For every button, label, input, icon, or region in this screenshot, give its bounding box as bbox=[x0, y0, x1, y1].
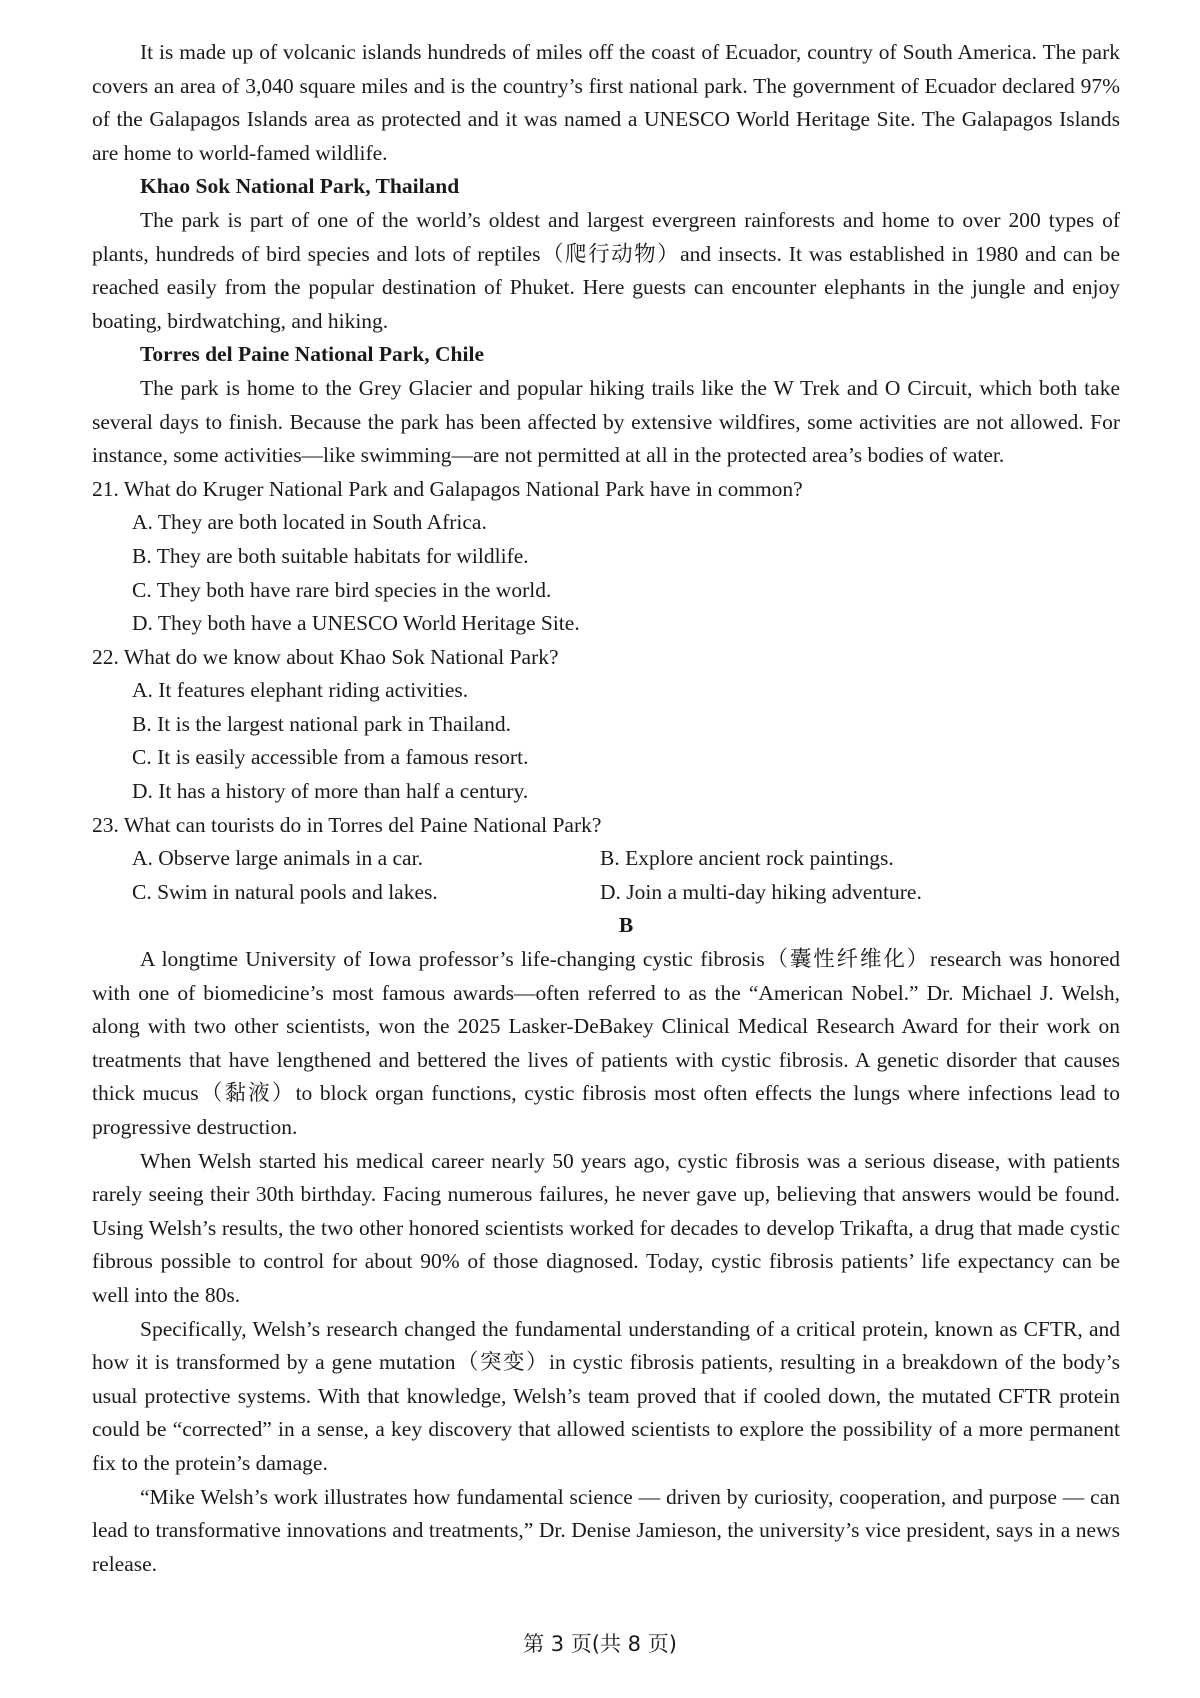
passage-b-paragraph-3: Specifically, Welsh’s research changed the fundamental understanding of a critical protein, known as CFTR, and how it is transformed by a gene mutation（突变）in cystic fibrosis patients, resulting in a breakdown of the body’s usual protective systems. With that knowledge, Welsh’s team proved that if cooled down, the mutated CFTR protein could be “corrected” in a sense, a key discovery that allowed scientists to explore the possibility of a more permanent fix to the protein’s damage. bbox=[92, 1316, 1120, 1475]
question-stem: 22. What do we know about Khao Sok National Park? bbox=[92, 644, 559, 669]
option-a: A. They are both located in South Africa. bbox=[132, 510, 487, 535]
question-21 bbox=[92, 473, 1120, 641]
torres-del-paine-paragraph: The park is home to the Grey Glacier and popular hiking trails like the W Trek and O Circuit, which both take several days to finish. Because the park has been affected by extensive wildfires, some activities are not allowed. For instance, some activities—like swimming—are not permitted at all in the protected area’s bodies of water. bbox=[92, 375, 1120, 468]
question-stem: 21. What do Kruger National Park and Galapagos National Park have in common? bbox=[92, 476, 803, 501]
option-c: C. Swim in natural pools and lakes. bbox=[132, 879, 438, 904]
passage-b-paragraph-4: “Mike Welsh’s work illustrates how fundamental science — driven by curiosity, cooperation, and purpose — can lead to transformative innovations and treatments,” Dr. Denise Jamieson, the university’s vice president, says in a news release. bbox=[92, 1484, 1120, 1576]
question-23 bbox=[92, 809, 1120, 910]
option-b: B. It is the largest national park in Thailand. bbox=[132, 711, 511, 736]
passage-b-paragraph-1: A longtime University of Iowa professor’s life-changing cystic fibrosis（囊性纤维化）research was honored with one of biomedicine’s most famous awards—often referred to as the “American Nobel.” Dr. Michael J. Welsh, along with two other scientists, won the 2025 Lasker-DeBakey Clinical Medical Research Award for their work on treatments that have lengthened and bettered the lives of patients with cystic fibrosis. A genetic disorder that causes thick mucus（黏液）to block organ functions, cystic fibrosis most often effects the lungs where infections lead to progressive destruction. bbox=[92, 947, 1120, 1139]
option-d: D. Join a multi-day hiking adventure. bbox=[600, 879, 922, 904]
page-number-footer: 第 3 页(共 8 页) bbox=[523, 1632, 677, 1656]
option-b: B. They are both suitable habitats for wildlife. bbox=[132, 543, 529, 568]
option-a: A. Observe large animals in a car. bbox=[132, 846, 423, 871]
question-stem: 23. What can tourists do in Torres del Paine National Park? bbox=[92, 812, 602, 837]
passage-b-paragraph-2: When Welsh started his medical career nearly 50 years ago, cystic fibrosis was a serious disease, with patients rarely seeing their 30th birthday. Facing numerous failures, he never gave up, believing that answers would be found. Using Welsh’s results, the two other honored scientists worked for decades to develop Trikafta, a drug that made cystic fibrous possible to control for about 90% of those diagnosed. Today, cystic fibrosis patients’ life expectancy can be well into the 80s. bbox=[92, 1148, 1120, 1307]
option-b: B. Explore ancient rock paintings. bbox=[600, 846, 894, 871]
khao-sok-paragraph: The park is part of one of the world’s oldest and largest evergreen rainforests and home to over 200 types of plants, hundreds of bird species and lots of reptiles（爬行动物）and insects. It was established in 1980 and can be reached easily from the popular destination of Phuket. Here guests can encounter elephants in the jungle and enjoy boating, birdwatching, and hiking. bbox=[92, 207, 1120, 333]
option-d: D. They both have a UNESCO World Heritage Site. bbox=[132, 611, 580, 636]
option-a: A. It features elephant riding activities. bbox=[132, 678, 469, 703]
galapagos-paragraph: It is made up of volcanic islands hundreds of miles off the coast of Ecuador, country of South America. The park covers an area of 3,040 square miles and is the country’s first national park. The government of Ecuador declared 97% of the Galapagos Islands area as protected and it was named a UNESCO World Heritage Site. The Galapagos Islands are home to world-famed wildlife. bbox=[92, 40, 1120, 165]
option-c: C. They both have rare bird species in the world. bbox=[132, 577, 552, 602]
question-22 bbox=[92, 641, 1120, 809]
option-grid bbox=[92, 842, 1120, 909]
torres-del-paine-heading: Torres del Paine National Park, Chile bbox=[140, 342, 484, 367]
option-d: D. It has a history of more than half a century. bbox=[132, 779, 529, 804]
khao-sok-heading: Khao Sok National Park, Thailand bbox=[140, 174, 460, 199]
option-c: C. It is easily accessible from a famous resort. bbox=[132, 745, 529, 770]
section-b-heading: B bbox=[618, 913, 634, 938]
